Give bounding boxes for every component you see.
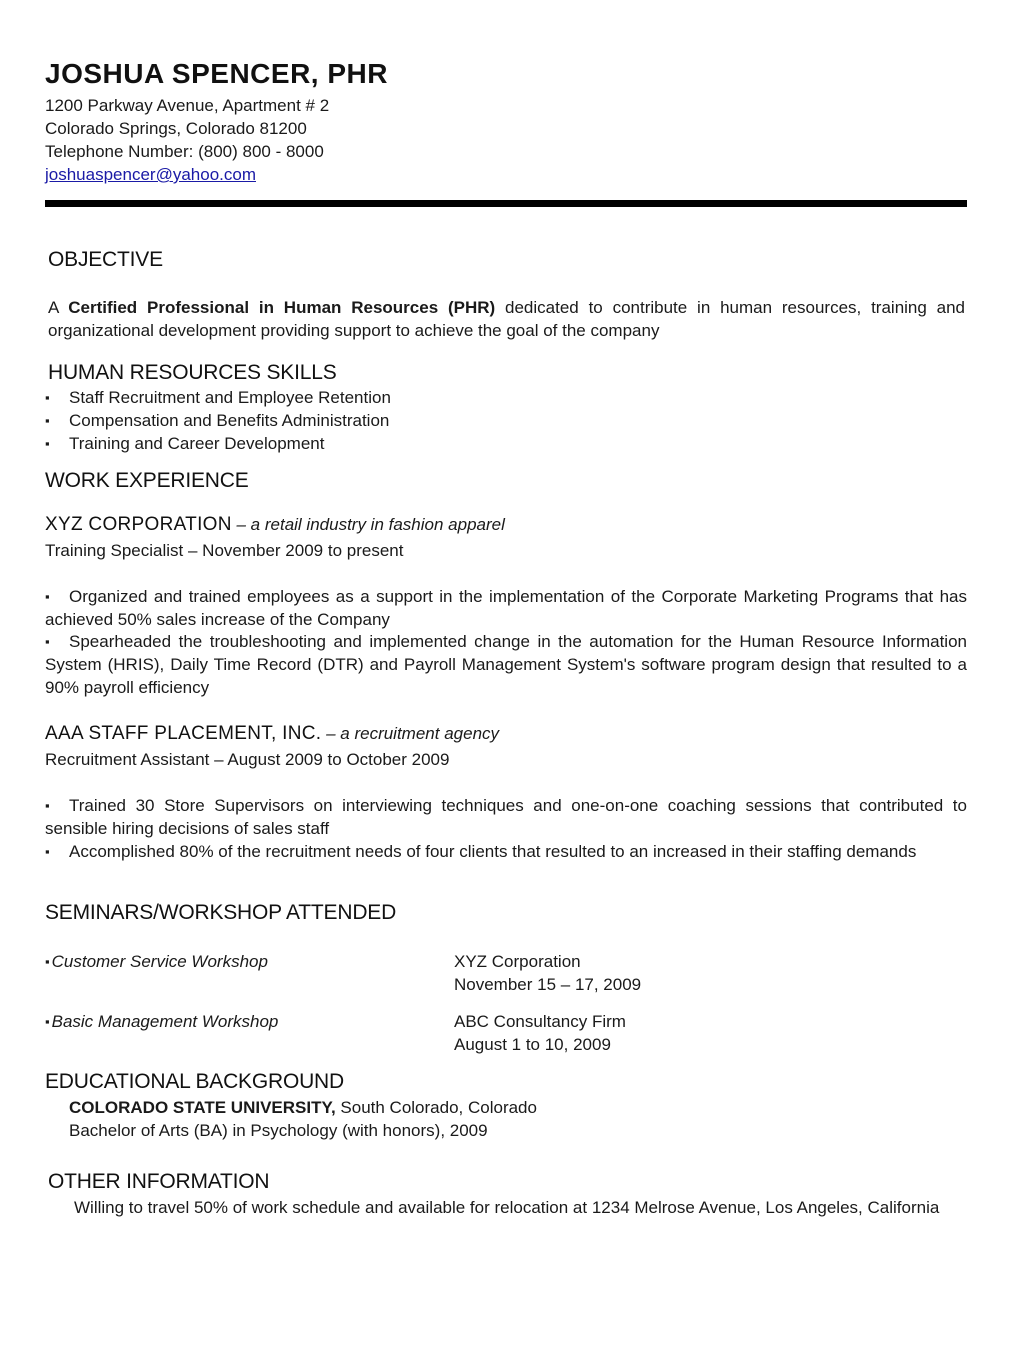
job-bullet [45,585,967,631]
phone-number: Telephone Number: (800) 800 - 8000 [45,142,324,161]
education-heading: EDUCATIONAL BACKGROUND [45,1070,344,1093]
objective-rest: dedicated to contribute in human resources, training and organizational development providing support to achieve the goal of the company [48,298,966,340]
school-name: COLORADO STATE UNIVERSITY, [69,1098,336,1117]
other-info-heading: OTHER INFORMATION [48,1170,270,1193]
job-header [45,723,499,745]
seminar-title-text: ▪ Customer Service Workshop [45,952,268,971]
address-line-2: Colorado Springs, Colorado 81200 [45,119,307,138]
skill-item: ▪ Training and Career Development [45,432,391,455]
company-description: – a retail industry in fashion apparel [231,515,505,534]
other-info-text: Willing to travel 50% of work schedule and available for relocation at 1234 Melrose Avenue, Los Angeles, California [74,1198,940,1217]
objective-credential: Certified Professional in Human Resources (PHR) [68,298,496,317]
skill-item: ▪ Staff Recruitment and Employee Retention [45,386,391,409]
company-description: – a recruitment agency [321,724,500,743]
seminar-title [45,950,268,973]
school-location: South Colorado, Colorado [335,1098,537,1117]
skills-heading: HUMAN RESOURCES SKILLS [48,361,337,384]
applicant-name: JOSHUA SPENCER, PHR [45,58,388,89]
seminars-heading: SEMINARS/WORKSHOP ATTENDED [45,901,397,924]
job-role: Training Specialist – November 2009 to present [45,541,404,560]
email-link[interactable]: joshuaspencer@yahoo.com [45,165,256,184]
job-role: Recruitment Assistant – August 2009 to October 2009 [45,750,450,769]
job-bullet [45,840,967,863]
skills-list [45,386,391,455]
seminar-organizer: XYZ Corporation [454,952,581,971]
job-bullet-text: ▪ Accomplished 80% of the recruitment needs of four clients that resulted to an increased in their staffing demands [45,842,916,861]
education-school-line [69,1096,537,1119]
company-name: AAA STAFF PLACEMENT, INC. [45,723,322,744]
objective-heading: OBJECTIVE [48,248,163,271]
seminar-date: November 15 – 17, 2009 [454,975,642,994]
job-bullet [45,630,967,699]
seminar-date: August 1 to 10, 2009 [454,1035,611,1054]
degree: Bachelor of Arts (BA) in Psychology (with honors), 2009 [69,1121,488,1140]
work-experience-heading: WORK EXPERIENCE [45,469,249,492]
job-bullet-text: ▪ Organized and trained employees as a support in the implementation of the Corporate Marketing Programs that has achieved 50% sales increase of the Company [45,587,967,629]
header-divider [45,200,967,207]
seminar-title [45,1010,278,1033]
objective-lead: A [48,298,69,317]
job-bullet [45,794,967,840]
seminar-title-text: ▪ Basic Management Workshop [45,1012,278,1031]
company-name: XYZ CORPORATION [45,514,232,535]
address-line-1: 1200 Parkway Avenue, Apartment # 2 [45,96,330,115]
skill-item: ▪ Compensation and Benefits Administration [45,409,391,432]
job-header [45,514,505,536]
objective-text [48,296,965,342]
job-bullet-text: ▪ Trained 30 Store Supervisors on interviewing techniques and one-on-one coaching sessions that contributed to sensible hiring decisions of sales staff [45,796,967,838]
seminar-organizer: ABC Consultancy Firm [454,1012,626,1031]
job-bullet-text: ▪ Spearheaded the troubleshooting and implemented change in the automation for the Human Resource Information System (HRIS), Daily Time Record (DTR) and Payroll Management System's software program design that resulted to a 90% payroll efficiency [45,632,967,697]
